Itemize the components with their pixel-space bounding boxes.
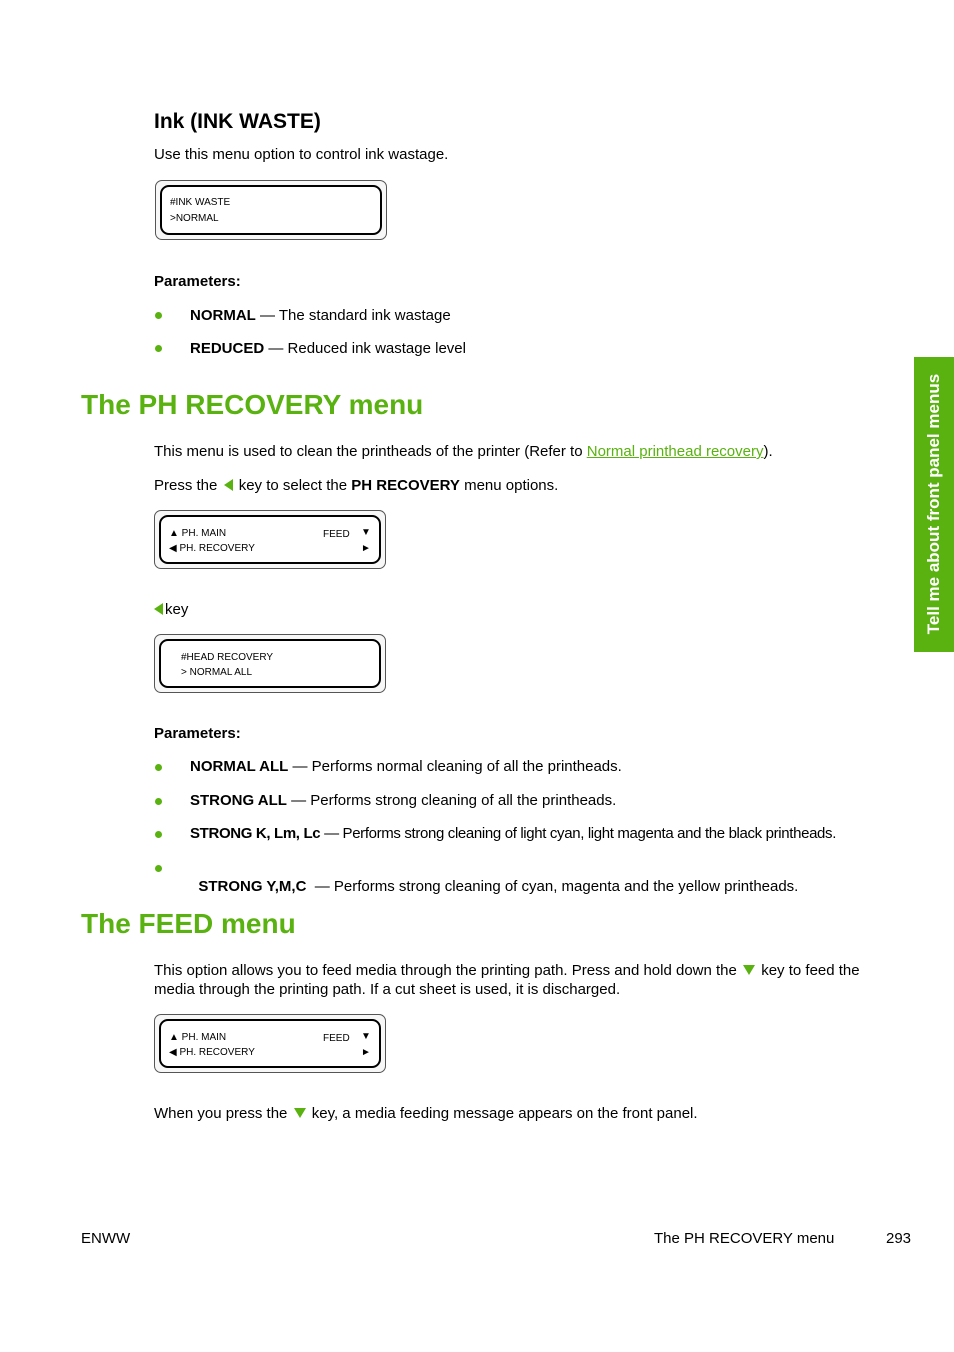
ink-parameters-label: Parameters: bbox=[154, 273, 241, 290]
sidebar-tab bbox=[914, 357, 954, 652]
lcd-right-arrow-icon: ► bbox=[361, 543, 371, 554]
ink-param-reduced bbox=[190, 339, 466, 358]
lcd-line1: #HEAD RECOVERY bbox=[181, 652, 274, 663]
lcd-line2: ◀ PH. RECOVERY bbox=[169, 543, 255, 554]
feed-intro-text-end: key to feed the bbox=[757, 962, 860, 979]
param-term: STRONG Y,M,C bbox=[198, 878, 307, 895]
footer-section-title: The PH RECOVERY menu bbox=[654, 1230, 835, 1247]
lcd-line2: ◀ PH. RECOVERY bbox=[169, 1047, 255, 1058]
feed-intro-line2: media through the printing path. If a cut sheet is used, it is discharged. bbox=[154, 981, 621, 998]
ph-param-strong-all bbox=[190, 791, 616, 810]
param-term: REDUCED bbox=[190, 340, 265, 357]
feed-lcd-screen bbox=[159, 1019, 381, 1068]
head-recovery-lcd-panel bbox=[154, 634, 386, 693]
press-text-bold: PH RECOVERY bbox=[351, 477, 460, 494]
param-desc: — Performs normal cleaning of all the printheads. bbox=[288, 758, 622, 775]
ph-param-strong-ymc bbox=[190, 858, 798, 896]
param-term: NORMAL bbox=[190, 307, 256, 324]
ph-parameters-label: Parameters: bbox=[154, 725, 241, 742]
sidebar-tab-label: Tell me about front panel menus bbox=[924, 373, 943, 635]
press-text-mid: key to select the bbox=[234, 477, 352, 494]
left-arrow-key-icon bbox=[224, 479, 233, 491]
ph-recovery-heading: The PH RECOVERY menu bbox=[81, 389, 424, 420]
feed-heading: The FEED menu bbox=[81, 908, 296, 939]
key-label: key bbox=[165, 601, 189, 618]
param-desc: — Reduced ink wastage level bbox=[264, 340, 466, 357]
ink-param-normal bbox=[190, 306, 451, 325]
ph-main-lcd-screen bbox=[159, 515, 381, 564]
lcd-feed-label: FEED bbox=[323, 529, 350, 540]
lcd-line1: ▲ PH. MAIN bbox=[169, 528, 227, 539]
param-desc: — Performs strong cleaning of cyan, magenta and the yellow printheads. bbox=[306, 878, 799, 895]
left-key-caption bbox=[154, 600, 188, 619]
when-text: When you press the bbox=[154, 1105, 292, 1122]
ink-intro: Use this menu option to control ink wastage. bbox=[154, 146, 449, 163]
left-arrow-key-icon bbox=[154, 603, 163, 615]
param-term: STRONG ALL bbox=[190, 792, 287, 809]
ph-param-normal-all bbox=[190, 757, 622, 776]
ph-main-lcd-panel bbox=[154, 510, 386, 569]
footer-page-number: 293 bbox=[886, 1230, 912, 1247]
ink-heading: Ink (INK WASTE) bbox=[154, 110, 321, 133]
head-recovery-lcd-screen bbox=[159, 639, 381, 688]
feed-intro-text: This option allows you to feed media through the printing path. Press and hold down the bbox=[154, 962, 742, 979]
down-arrow-key-icon bbox=[294, 1108, 306, 1118]
feed-intro-line1 bbox=[154, 961, 860, 980]
lcd-down-arrow-icon: ▼ bbox=[361, 527, 371, 538]
bullet-icon bbox=[155, 345, 162, 352]
param-term: STRONG K, Lm, Lc bbox=[190, 825, 321, 842]
lcd-right-arrow-icon: ► bbox=[361, 1047, 371, 1058]
normal-printhead-recovery-link[interactable]: Normal printhead recovery bbox=[586, 443, 764, 460]
ph-intro bbox=[154, 442, 773, 461]
press-text: Press the bbox=[154, 477, 222, 494]
bullet-icon bbox=[155, 831, 162, 838]
lcd-line1: ▲ PH. MAIN bbox=[169, 1032, 227, 1043]
ph-intro-end: ). bbox=[763, 443, 773, 460]
ink-lcd-line1: #INK WASTE bbox=[170, 197, 231, 208]
lcd-line2: > NORMAL ALL bbox=[181, 667, 253, 678]
bullet-icon bbox=[155, 798, 162, 805]
press-text-end: menu options. bbox=[459, 477, 559, 494]
param-term: NORMAL ALL bbox=[190, 758, 289, 775]
ph-press-instruction bbox=[154, 476, 558, 495]
down-arrow-key-icon bbox=[743, 965, 755, 975]
footer-left: ENWW bbox=[81, 1230, 131, 1247]
param-desc: — Performs strong cleaning of light cyan, light magenta and the black printheads. bbox=[320, 825, 837, 842]
lcd-feed-label: FEED bbox=[323, 1033, 350, 1044]
param-desc: — The standard ink wastage bbox=[255, 307, 451, 324]
ink-lcd-line2: >NORMAL bbox=[170, 213, 219, 224]
bullet-icon bbox=[155, 764, 162, 771]
param-desc: — Performs strong cleaning of all the printheads. bbox=[286, 792, 617, 809]
bullet-icon bbox=[155, 312, 162, 319]
feed-when-press bbox=[154, 1104, 698, 1123]
bullet-icon bbox=[155, 865, 162, 872]
ink-lcd-panel bbox=[155, 180, 387, 240]
lcd-down-arrow-icon: ▼ bbox=[361, 1031, 371, 1042]
feed-lcd-panel bbox=[154, 1014, 386, 1073]
ph-intro-text: This menu is used to clean the printheads of the printer (Refer to bbox=[154, 443, 587, 460]
when-text-end: key, a media feeding message appears on the front panel. bbox=[307, 1105, 698, 1122]
ph-param-strong-k-lm-lc bbox=[190, 824, 836, 843]
ink-lcd-screen bbox=[160, 185, 382, 235]
